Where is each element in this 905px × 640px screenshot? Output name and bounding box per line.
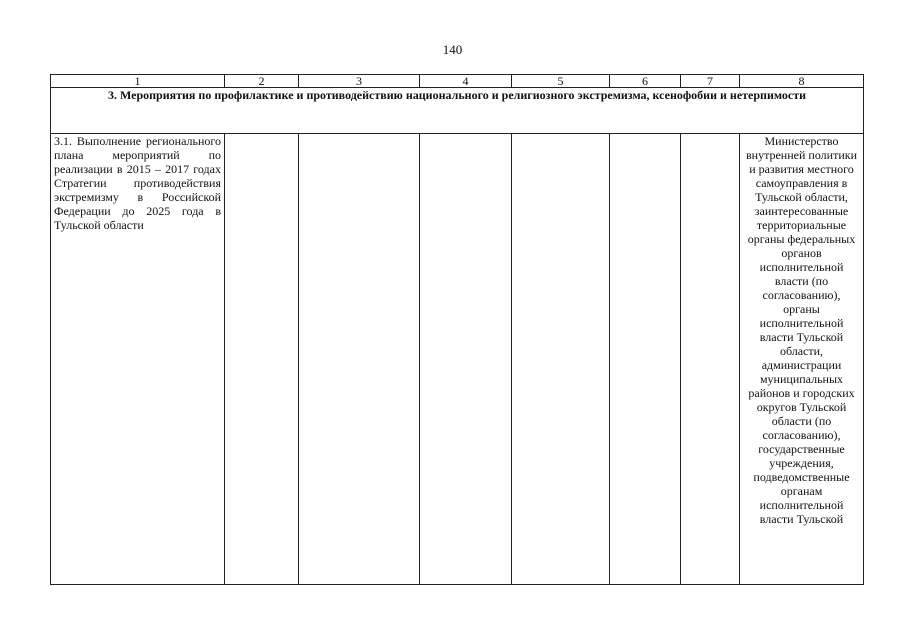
column-number-row — [51, 75, 864, 88]
table-cell-col5 — [512, 134, 610, 585]
column-number-8: 8 — [740, 75, 864, 88]
column-number-7: 7 — [681, 75, 740, 88]
section-header-row — [51, 88, 864, 134]
table-cell-col7 — [681, 134, 740, 585]
table-cell-col4 — [420, 134, 512, 585]
table-cell-col6 — [610, 134, 681, 585]
section-title: 3. Мероприятия по профилактике и противодействию национального и религиозного экстремизма, ксенофобии и нетерпимости — [51, 88, 864, 134]
table-cell-col2 — [225, 134, 299, 585]
responsible-executor-cell: Министерство внутренней политики и развития местного самоуправления в Тульской области, заинтересованные территориальные органы федеральных органов исполнительной власти (по согласованию), органы исполнительной власти Тульской области, администрации муниципальных районов и городских округов Тульской области (по согласованию), государственные учреждения, подведомственные органам исполнительной власти Тульской — [740, 134, 864, 585]
column-number-1: 1 — [51, 75, 225, 88]
measure-description-cell: 3.1. Выполнение регионального плана мероприятий по реализации в 2015 – 2017 годах Стратегии противодействия экстремизму в Российской Федерации до 2025 года в Тульской области — [51, 134, 225, 585]
column-number-2: 2 — [225, 75, 299, 88]
table-cell-col3 — [299, 134, 420, 585]
column-number-5: 5 — [512, 75, 610, 88]
column-number-6: 6 — [610, 75, 681, 88]
column-number-3: 3 — [299, 75, 420, 88]
table-row — [51, 134, 864, 585]
document-table — [50, 74, 864, 585]
column-number-4: 4 — [420, 75, 512, 88]
page-number: 140 — [442, 42, 463, 57]
